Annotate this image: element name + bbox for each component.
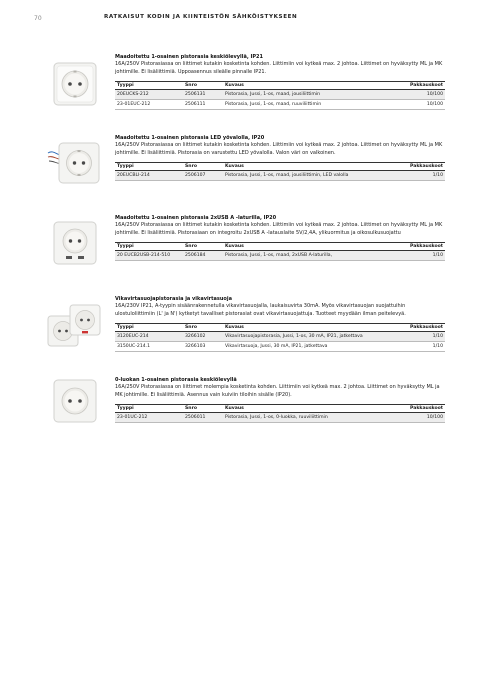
cell-pack: 10/100	[395, 413, 445, 423]
header-type: Tyyppi	[115, 405, 183, 413]
header-description: Kuvaus	[223, 243, 395, 251]
header-type: Tyyppi	[115, 82, 183, 90]
table-header-row	[115, 405, 445, 413]
table-header-row	[115, 82, 445, 90]
header-pack: Pakkauskoot	[395, 163, 445, 171]
cell-snro: 2506107	[183, 171, 223, 181]
section-description: 16A/250V Pistorasiassa on liittimet kutakin kosketinta kohden. Liittimiin voi kytkeä max. 2 johtoa. Liittimet on hyväksytty ML ja MK johtimille. Ei lisäliittimiä. Pistorasiaan on integroitu 2xUSB A -latauslaite 5V/2,4A, ylikuormitus ja oikosulkusuojattu	[115, 222, 443, 236]
cell-description: Pistorasia, Jussi, 1-os, 0-luokka, ruuviliittimin	[223, 413, 395, 423]
product-table	[115, 242, 445, 261]
product-table	[115, 162, 445, 181]
cell-pack: 1/10	[395, 251, 445, 261]
table-header-row	[115, 163, 445, 171]
cell-type: 3120EUC-214	[115, 332, 183, 342]
header-description: Kuvaus	[223, 405, 395, 413]
section-description: 16A/250V Pistorasiassa on liittimet molempia kosketinta kohden. Liittimiin voi kytkeä max. 2 johtoa. Liittimet on hyväksytty ML ja MK johtimille. Ei lisäliittimiä. Asennus vain kuiviin tiloihin sisälle (IP20).	[115, 384, 440, 398]
header-snro: Snro	[183, 163, 223, 171]
header-type: Tyyppi	[115, 163, 183, 171]
cell-description: Pistorasia, Jussi, 1-os, maad, ruuviliittimin	[223, 100, 395, 110]
table-row	[115, 90, 445, 100]
cell-snro: 2506184	[183, 251, 223, 261]
cell-pack: 1/10	[395, 171, 445, 181]
header-pack: Pakkauskoot	[395, 405, 445, 413]
rcd-socket-photo	[46, 302, 102, 352]
section-description: 16A/250V Pistorasiassa on liittimet kutakin kosketinta kohden. Liittimiin voi kytkeä max. 2 johtoa. Liittimet on hyväksytty ML ja MK johtimille. Ei lisäliittimiä. Uppoasennus sileälle pinnalle IP21.	[115, 61, 443, 75]
section-description: 16A/230V IP21, A-tyypin sisäänrakennetulla vikavirtasuojalla, laukaisuvirta 30mA. Myös vikavirtasuojan suojattuihin ulostuloliittimiin (L' ja N') kytketyt tavalliset pistorasiat ovat vikavirtasuojattuja. Tuotteet myydään ilman peitelevyä.	[115, 303, 406, 317]
header-description: Kuvaus	[223, 82, 395, 90]
table-row	[115, 342, 445, 352]
cell-pack: 10/100	[395, 100, 445, 110]
table-header-row	[115, 243, 445, 251]
product-table	[115, 404, 445, 423]
section-title: Maadoitettu 1-osainen pistorasia keskiölevyllä, IP21	[115, 54, 263, 60]
cell-snro: 2506011	[183, 413, 223, 423]
cell-type: 20 EUCB2USB-214-510	[115, 251, 183, 261]
section-description: 16A/250V Pistorasiassa on liittimet kutakin kosketinta kohden. Liittimiin voi kytkeä max. 2 johtoa. Liittimet on hyväksytty ML ja MK johtimille. Ei lisäliittimiä. Pistorasia on varustettu LED yövalolla. Valon väri on valkoinen.	[115, 142, 443, 156]
cell-pack: 10/100	[395, 90, 445, 100]
cell-description: Vikavirtasuoja, Jussi, 30 mA, IP21, jatkettava	[223, 342, 395, 352]
socket-usb-photo	[46, 219, 102, 269]
cell-snro: 2506111	[183, 100, 223, 110]
cell-type: 3150UC-214.1	[115, 342, 183, 352]
cell-description: Vikavirtasuojapistorasia, Jussi, 1-os, 30 mA, IP21, jatkettava	[223, 332, 395, 342]
product-table	[115, 81, 445, 110]
header-type: Tyyppi	[115, 243, 183, 251]
cell-type: 23-01EUC-212	[115, 100, 183, 110]
header-snro: Snro	[183, 82, 223, 90]
table-row	[115, 332, 445, 342]
header-pack: Pakkauskoot	[395, 82, 445, 90]
table-header-row	[115, 324, 445, 332]
cell-snro: 3266103	[183, 342, 223, 352]
header-pack: Pakkauskoot	[395, 324, 445, 332]
cell-description: Pistorasia, Jussi, 1-os, maad, jousiliittimin, LED valolla	[223, 171, 395, 181]
section-title: Maadoitettu 1-osainen pistorasia LED yövalolla, IP20	[115, 135, 265, 141]
section-title: Vikavirtasuojapistorasia ja vikavirtasuoja	[115, 296, 232, 302]
header-description: Kuvaus	[223, 324, 395, 332]
header-snro: Snro	[183, 243, 223, 251]
product-table	[115, 323, 445, 352]
socket-led-photo	[46, 139, 102, 189]
cell-pack: 1/10	[395, 332, 445, 342]
header-type: Tyyppi	[115, 324, 183, 332]
cell-type: 20EUCBLI-214	[115, 171, 183, 181]
cell-description: Pistorasia, Jussi, 1-os, maad, jousiliittimin	[223, 90, 395, 100]
table-row	[115, 251, 445, 261]
section-title: Maadoitettu 1-osainen pistorasia 2xUSB A -laturilla, IP20	[115, 215, 277, 221]
table-row	[115, 413, 445, 423]
cell-type: 20EUCKS-212	[115, 90, 183, 100]
class0-socket-photo	[46, 377, 102, 427]
cell-description: Pistorasia, Jussi, 1-os, maad, 2xUSB A-laturilla,	[223, 251, 395, 261]
cell-type: 23-01UC-212	[115, 413, 183, 423]
section-title: 0-luokan 1-osainen pistorasia keskiölevyllä	[115, 377, 237, 383]
cell-snro: 2506131	[183, 90, 223, 100]
cell-snro: 3266102	[183, 332, 223, 342]
header-snro: Snro	[183, 405, 223, 413]
cell-pack: 1/10	[395, 342, 445, 352]
table-row	[115, 171, 445, 181]
table-row	[115, 100, 445, 110]
page-number: 70	[34, 15, 42, 22]
header-pack: Pakkauskoot	[395, 243, 445, 251]
header-description: Kuvaus	[223, 163, 395, 171]
header-snro: Snro	[183, 324, 223, 332]
socket-photo	[46, 60, 102, 110]
page-header-title: RATKAISUT KODIN JA KIINTEISTÖN SÄHKÖISTYKSEEN	[104, 14, 298, 20]
